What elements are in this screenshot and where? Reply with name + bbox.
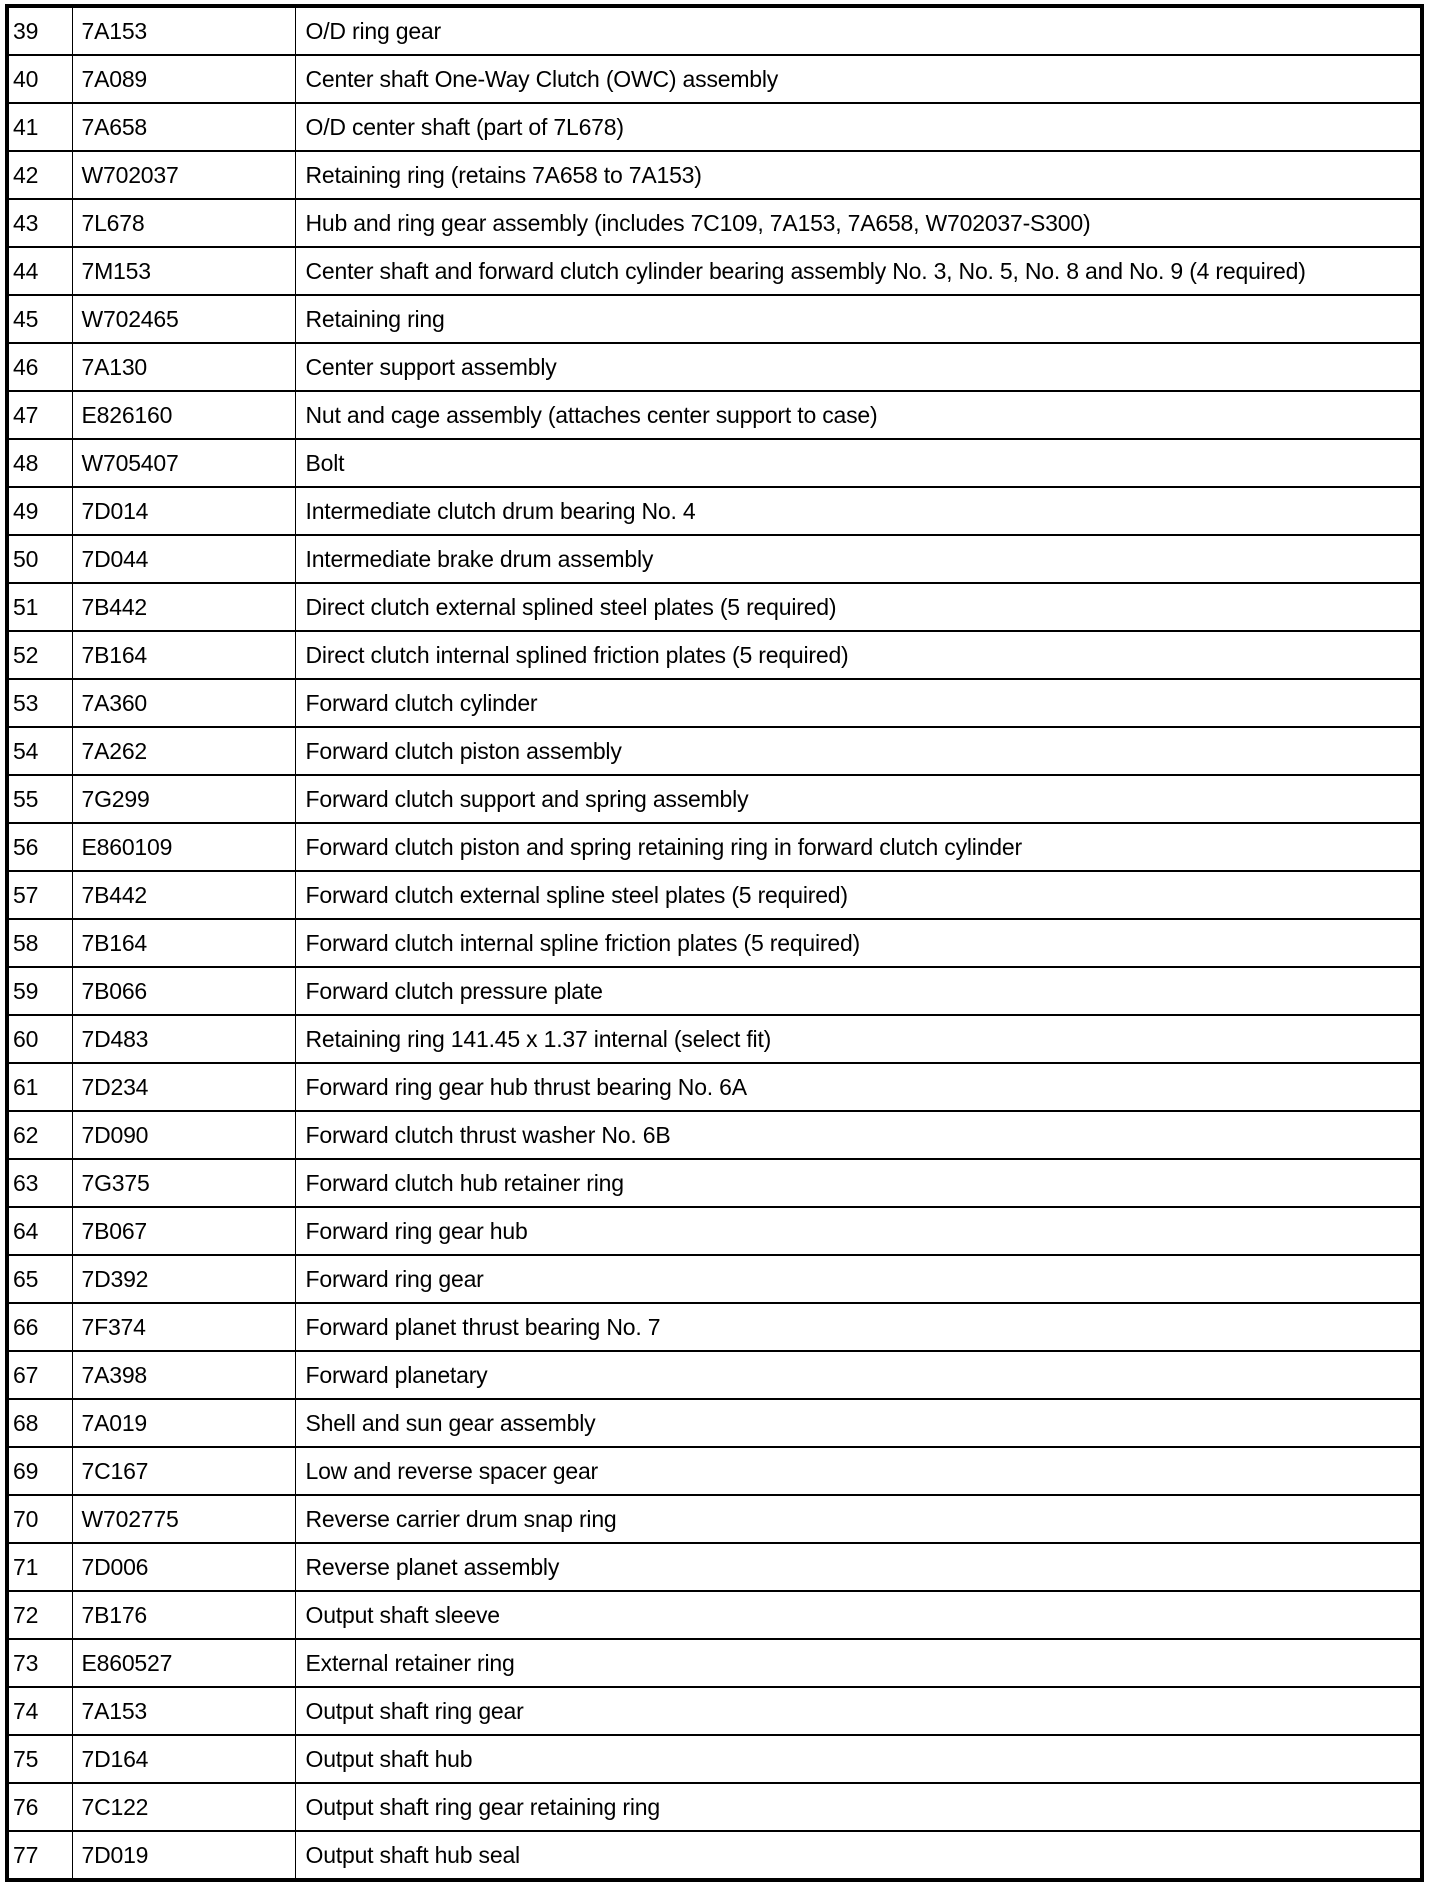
part-description: Nut and cage assembly (attaches center support to case) — [295, 391, 1422, 439]
part-number: W702775 — [72, 1495, 295, 1543]
part-description: Retaining ring — [295, 295, 1422, 343]
table-row — [7, 727, 1422, 775]
table-row — [7, 1639, 1422, 1687]
part-description: Intermediate brake drum assembly — [295, 535, 1422, 583]
table-row — [7, 1015, 1422, 1063]
table-row — [7, 439, 1422, 487]
part-description: Center support assembly — [295, 343, 1422, 391]
item-number: 58 — [7, 919, 72, 967]
table-row — [7, 823, 1422, 871]
part-number: 7D006 — [72, 1543, 295, 1591]
parts-table — [5, 4, 1424, 1882]
part-description: Intermediate clutch drum bearing No. 4 — [295, 487, 1422, 535]
part-number: 7B067 — [72, 1207, 295, 1255]
table-row — [7, 919, 1422, 967]
table-row — [7, 535, 1422, 583]
item-number: 66 — [7, 1303, 72, 1351]
part-description: O/D ring gear — [295, 6, 1422, 55]
item-number: 52 — [7, 631, 72, 679]
part-number: W702037 — [72, 151, 295, 199]
part-description: Center shaft One-Way Clutch (OWC) assembly — [295, 55, 1422, 103]
item-number: 61 — [7, 1063, 72, 1111]
item-number: 47 — [7, 391, 72, 439]
part-number: 7D234 — [72, 1063, 295, 1111]
item-number: 77 — [7, 1831, 72, 1880]
part-number: 7G375 — [72, 1159, 295, 1207]
part-number: 7A658 — [72, 103, 295, 151]
table-row — [7, 1159, 1422, 1207]
item-number: 56 — [7, 823, 72, 871]
part-description: Low and reverse spacer gear — [295, 1447, 1422, 1495]
item-number: 42 — [7, 151, 72, 199]
part-description: Forward clutch thrust washer No. 6B — [295, 1111, 1422, 1159]
part-description: Forward ring gear hub thrust bearing No. 6A — [295, 1063, 1422, 1111]
item-number: 51 — [7, 583, 72, 631]
item-number: 71 — [7, 1543, 72, 1591]
part-description: Forward ring gear — [295, 1255, 1422, 1303]
part-description: O/D center shaft (part of 7L678) — [295, 103, 1422, 151]
table-row — [7, 1447, 1422, 1495]
part-number: 7L678 — [72, 199, 295, 247]
item-number: 49 — [7, 487, 72, 535]
item-number: 60 — [7, 1015, 72, 1063]
table-row — [7, 1591, 1422, 1639]
item-number: 44 — [7, 247, 72, 295]
item-number: 55 — [7, 775, 72, 823]
part-description: Direct clutch internal splined friction plates (5 required) — [295, 631, 1422, 679]
part-number: 7G299 — [72, 775, 295, 823]
part-number: 7C167 — [72, 1447, 295, 1495]
table-row — [7, 1351, 1422, 1399]
item-number: 45 — [7, 295, 72, 343]
item-number: 75 — [7, 1735, 72, 1783]
part-number: 7F374 — [72, 1303, 295, 1351]
part-description: Forward planet thrust bearing No. 7 — [295, 1303, 1422, 1351]
part-description: Forward clutch hub retainer ring — [295, 1159, 1422, 1207]
table-row — [7, 871, 1422, 919]
item-number: 53 — [7, 679, 72, 727]
part-description: Forward clutch pressure plate — [295, 967, 1422, 1015]
part-number: 7A019 — [72, 1399, 295, 1447]
part-number: 7M153 — [72, 247, 295, 295]
item-number: 64 — [7, 1207, 72, 1255]
table-row — [7, 343, 1422, 391]
table-row — [7, 1063, 1422, 1111]
table-row — [7, 1543, 1422, 1591]
table-row — [7, 679, 1422, 727]
table-row — [7, 967, 1422, 1015]
part-number: 7A089 — [72, 55, 295, 103]
part-description: Hub and ring gear assembly (includes 7C109, 7A153, 7A658, W702037-S300) — [295, 199, 1422, 247]
table-row — [7, 631, 1422, 679]
table-row — [7, 775, 1422, 823]
item-number: 74 — [7, 1687, 72, 1735]
item-number: 40 — [7, 55, 72, 103]
table-row — [7, 1255, 1422, 1303]
item-number: 50 — [7, 535, 72, 583]
part-number: 7D483 — [72, 1015, 295, 1063]
part-description: External retainer ring — [295, 1639, 1422, 1687]
item-number: 72 — [7, 1591, 72, 1639]
item-number: 41 — [7, 103, 72, 151]
item-number: 39 — [13, 18, 39, 44]
part-description: Forward clutch piston and spring retaining ring in forward clutch cylinder — [295, 823, 1422, 871]
item-number: 67 — [7, 1351, 72, 1399]
part-description: Direct clutch external splined steel plates (5 required) — [295, 583, 1422, 631]
part-number: 7A130 — [72, 343, 295, 391]
table-row — [7, 247, 1422, 295]
part-description: Output shaft hub — [295, 1735, 1422, 1783]
part-number: 7B164 — [72, 631, 295, 679]
parts-table-body — [7, 6, 1422, 1880]
part-number: 7D164 — [72, 1735, 295, 1783]
part-description: Shell and sun gear assembly — [295, 1399, 1422, 1447]
part-description: Reverse planet assembly — [295, 1543, 1422, 1591]
item-number: 62 — [7, 1111, 72, 1159]
table-row — [7, 1111, 1422, 1159]
item-number: 57 — [7, 871, 72, 919]
part-description: Center shaft and forward clutch cylinder bearing assembly No. 3, No. 5, No. 8 and No. 9 (4 required) — [295, 247, 1422, 295]
part-number: 7D044 — [72, 535, 295, 583]
part-number: 7A262 — [72, 727, 295, 775]
item-number: 54 — [7, 727, 72, 775]
part-description: Bolt — [295, 439, 1422, 487]
part-description: Retaining ring (retains 7A658 to 7A153) — [295, 151, 1422, 199]
table-row — [7, 151, 1422, 199]
table-row — [7, 295, 1422, 343]
table-row — [7, 199, 1422, 247]
item-number: 48 — [7, 439, 72, 487]
part-description: Output shaft sleeve — [295, 1591, 1422, 1639]
part-number: 7D090 — [72, 1111, 295, 1159]
table-row — [7, 391, 1422, 439]
part-description: Forward ring gear hub — [295, 1207, 1422, 1255]
item-number: 65 — [7, 1255, 72, 1303]
part-number: 7D019 — [72, 1831, 295, 1880]
table-row — [7, 1783, 1422, 1831]
table-row — [7, 1207, 1422, 1255]
part-description: Forward clutch internal spline friction plates (5 required) — [295, 919, 1422, 967]
part-description: Forward planetary — [295, 1351, 1422, 1399]
part-number: 7A153 — [72, 6, 295, 55]
table-row — [7, 1735, 1422, 1783]
part-description: Forward clutch external spline steel plates (5 required) — [295, 871, 1422, 919]
part-description: Forward clutch piston assembly — [295, 727, 1422, 775]
item-number: 68 — [7, 1399, 72, 1447]
item-number: 46 — [7, 343, 72, 391]
item-number: 59 — [7, 967, 72, 1015]
part-number: E860527 — [72, 1639, 295, 1687]
table-row — [7, 1303, 1422, 1351]
part-description: Forward clutch cylinder — [295, 679, 1422, 727]
item-number: 63 — [7, 1159, 72, 1207]
part-number: 7B442 — [72, 583, 295, 631]
part-description: Forward clutch support and spring assembly — [295, 775, 1422, 823]
part-description: Output shaft ring gear — [295, 1687, 1422, 1735]
part-number: E860109 — [72, 823, 295, 871]
item-number: 69 — [7, 1447, 72, 1495]
part-description: Reverse carrier drum snap ring — [295, 1495, 1422, 1543]
item-number: 70 — [7, 1495, 72, 1543]
table-row — [7, 1399, 1422, 1447]
table-row — [7, 55, 1422, 103]
item-number: 73 — [7, 1639, 72, 1687]
part-number: 7D392 — [72, 1255, 295, 1303]
part-description: Output shaft ring gear retaining ring — [295, 1783, 1422, 1831]
part-number: 7A360 — [72, 679, 295, 727]
part-number: W705407 — [72, 439, 295, 487]
table-row — [7, 1831, 1422, 1880]
table-row — [7, 487, 1422, 535]
part-number: 7B066 — [72, 967, 295, 1015]
table-row — [7, 583, 1422, 631]
part-number: W702465 — [72, 295, 295, 343]
table-row — [7, 103, 1422, 151]
part-description: Retaining ring 141.45 x 1.37 internal (select fit) — [295, 1015, 1422, 1063]
part-number: 7B164 — [72, 919, 295, 967]
table-row — [7, 6, 1422, 55]
part-number: 7D014 — [72, 487, 295, 535]
table-row — [7, 1687, 1422, 1735]
part-number: 7C122 — [72, 1783, 295, 1831]
part-number: E826160 — [72, 391, 295, 439]
part-description: Output shaft hub seal — [295, 1831, 1422, 1880]
part-number: 7B442 — [72, 871, 295, 919]
item-number: 43 — [7, 199, 72, 247]
part-number: 7A398 — [72, 1351, 295, 1399]
part-number: 7A153 — [72, 1687, 295, 1735]
table-row — [7, 1495, 1422, 1543]
part-number: 7B176 — [72, 1591, 295, 1639]
item-number: 76 — [7, 1783, 72, 1831]
